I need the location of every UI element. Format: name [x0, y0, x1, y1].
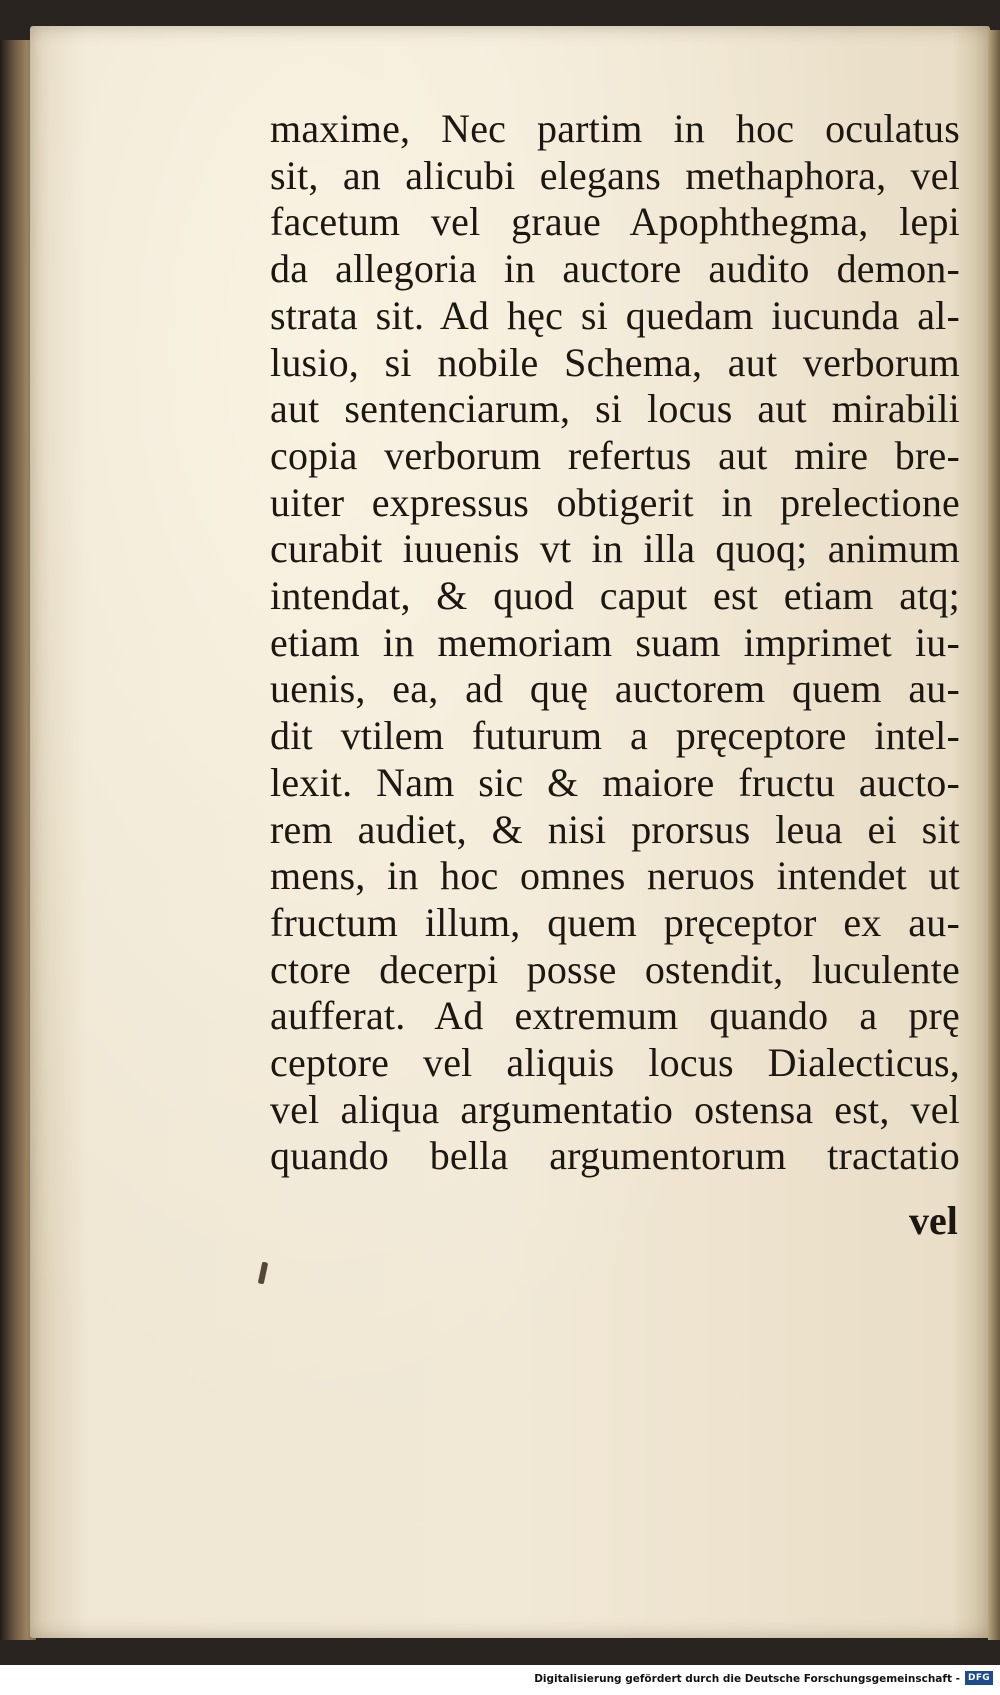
text-line: etiam in memoriam suam imprimet iu-: [270, 619, 960, 665]
text-line: lusio, si nobile Schema, aut verborum: [270, 339, 960, 385]
text-line: quando bella argumentorum tractatio: [270, 1133, 960, 1179]
text-line: sit, an alicubi elegans methaphora, vel: [270, 152, 960, 198]
text-line: vel aliqua argumentatio ostensa est, vel: [270, 1086, 960, 1132]
text-line: aut sentenciarum, si locus aut mirabili: [270, 386, 960, 432]
text-line: ceptore vel aliquis locus Dialecticus,: [270, 1040, 960, 1086]
page-text: [270, 106, 960, 1180]
digitization-credit: Digitalisierung gefördert durch die Deutsche Forschungsgemeinschaft -: [534, 1673, 960, 1685]
page-edge: [988, 30, 1000, 1640]
text-line: copia verborum refertus aut mire bre-: [270, 432, 960, 478]
catchword: vel: [909, 1198, 958, 1243]
text-line: uenis, ea, ad quę auctorem quem au-: [270, 666, 960, 712]
text-line: aufferat. Ad extremum quando a prę: [270, 993, 960, 1039]
text-line: ctore decerpi posse ostendit, luculente: [270, 946, 960, 992]
text-line: intendat, & quod caput est etiam atq;: [270, 573, 960, 619]
text-line: mens, in hoc omnes neruos intendet ut: [270, 853, 960, 899]
text-line: facetum vel graue Apophthegma, lepi: [270, 199, 960, 245]
text-line: lexit. Nam sic & maiore fructu aucto-: [270, 759, 960, 805]
text-line: uiter expressus obtigerit in prelectione: [270, 479, 960, 525]
dfg-logo: DFG: [965, 1671, 993, 1685]
text-line: fructum illum, quem pręceptor ex au-: [270, 899, 960, 945]
text-line: maxime, Nec partim in hoc oculatus: [270, 106, 960, 151]
text-line: strata sit. Ad hęc si quedam iucunda al-: [270, 292, 960, 338]
text-line: curabit iuuenis vt in illa quoq; animum: [270, 526, 960, 572]
text-line: dit vtilem futurum a pręceptore intel-: [270, 713, 960, 759]
text-line: da allegoria in auctore audito demon-: [270, 246, 960, 292]
text-line: rem audiet, & nisi prorsus leua ei sit: [270, 806, 960, 852]
